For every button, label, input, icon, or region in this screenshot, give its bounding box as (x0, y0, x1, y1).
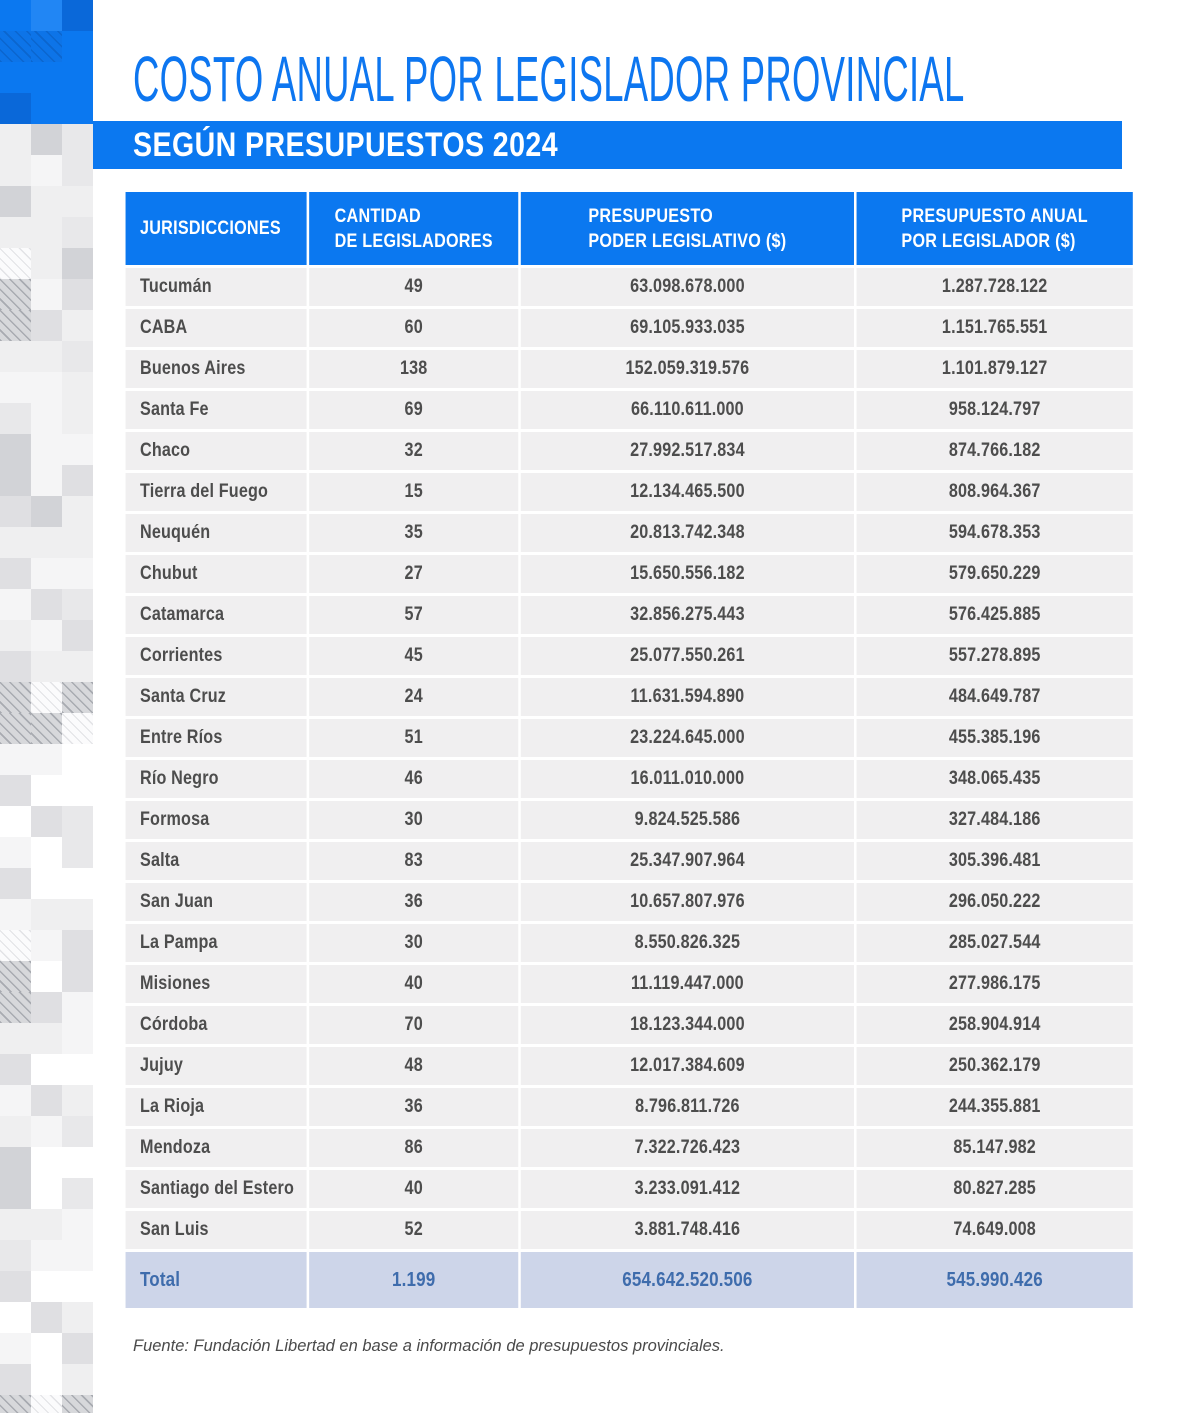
mosaic-tile (0, 1240, 31, 1271)
mosaic-tile (31, 1147, 62, 1178)
value-cell: 8.796.811.726 (521, 1088, 854, 1126)
jurisdiction-cell: CABA (126, 309, 307, 347)
subtitle-bar (93, 121, 1122, 169)
column-header (857, 192, 1133, 265)
mosaic-tile (31, 217, 62, 248)
mosaic-tile (62, 124, 93, 155)
mosaic-tile (62, 310, 93, 341)
table-row (126, 268, 1133, 306)
value-cell: 11.631.594.890 (521, 678, 854, 716)
mosaic-tile (0, 1054, 31, 1085)
value-cell: 63.098.678.000 (521, 268, 854, 306)
jurisdiction-cell: Entre Ríos (126, 719, 307, 757)
jurisdiction-cell: La Pampa (126, 924, 307, 962)
value-cell: 40 (309, 965, 518, 1003)
value-cell: 1.199 (309, 1252, 518, 1308)
mosaic-tile (0, 682, 31, 713)
mosaic-tile (0, 0, 31, 31)
mosaic-tile (62, 434, 93, 465)
table-row (126, 391, 1133, 429)
jurisdiction-cell: Total (126, 1252, 307, 1308)
mosaic-tile (31, 1085, 62, 1116)
mosaic-tile (62, 930, 93, 961)
table-row (126, 309, 1133, 347)
mosaic-tile (31, 1271, 62, 1302)
mosaic-tile (62, 837, 93, 868)
mosaic-tile (31, 1178, 62, 1209)
mosaic-tile (31, 527, 62, 558)
jurisdiction-cell: Santa Cruz (126, 678, 307, 716)
value-cell: 85.147.982 (857, 1129, 1133, 1167)
budget-table-wrap (123, 189, 1135, 1311)
mosaic-tile (0, 1147, 31, 1178)
value-cell: 250.362.179 (857, 1047, 1133, 1085)
value-cell: 244.355.881 (857, 1088, 1133, 1126)
mosaic-tile (62, 682, 93, 713)
value-cell: 30 (309, 924, 518, 962)
table-row (126, 1047, 1133, 1085)
value-cell: 36 (309, 1088, 518, 1126)
table-row (126, 473, 1133, 511)
mosaic-tile (31, 1054, 62, 1085)
value-cell: 52 (309, 1211, 518, 1249)
jurisdiction-cell: Jujuy (126, 1047, 307, 1085)
mosaic-tile (0, 465, 31, 496)
jurisdiction-cell: Santiago del Estero (126, 1170, 307, 1208)
budget-table (123, 189, 1135, 1311)
jurisdiction-cell: Córdoba (126, 1006, 307, 1044)
table-row (126, 801, 1133, 839)
mosaic-tile (31, 1240, 62, 1271)
table-row (126, 760, 1133, 798)
mosaic-tile (0, 1271, 31, 1302)
mosaic-tile (0, 341, 31, 372)
value-cell: 86 (309, 1129, 518, 1167)
table-row (126, 719, 1133, 757)
table-row (126, 514, 1133, 552)
mosaic-tile (31, 992, 62, 1023)
mosaic-tile (62, 1178, 93, 1209)
value-cell: 455.385.196 (857, 719, 1133, 757)
column-header (521, 192, 854, 265)
table-row (126, 842, 1133, 880)
value-cell: 594.678.353 (857, 514, 1133, 552)
mosaic-tile (62, 1116, 93, 1147)
mosaic-tile (62, 217, 93, 248)
mosaic-tile (62, 31, 93, 62)
table-row (126, 1170, 1133, 1208)
mosaic-tile (31, 713, 62, 744)
value-cell: 49 (309, 268, 518, 306)
value-cell: 1.287.728.122 (857, 268, 1133, 306)
value-cell: 20.813.742.348 (521, 514, 854, 552)
value-cell: 258.904.914 (857, 1006, 1133, 1044)
mosaic-tile (31, 837, 62, 868)
value-cell: 57 (309, 596, 518, 634)
jurisdiction-cell: Misiones (126, 965, 307, 1003)
value-cell: 1.151.765.551 (857, 309, 1133, 347)
mosaic-tile (0, 93, 31, 124)
table-row (126, 596, 1133, 634)
mosaic-tile (31, 1364, 62, 1395)
mosaic-tile (0, 651, 31, 682)
mosaic-tile (62, 155, 93, 186)
header-row (126, 192, 1133, 265)
table-row (126, 1006, 1133, 1044)
mosaic-tile (31, 899, 62, 930)
mosaic-tile (0, 1178, 31, 1209)
value-cell: 152.059.319.576 (521, 350, 854, 388)
jurisdiction-cell: Corrientes (126, 637, 307, 675)
value-cell: 23.224.645.000 (521, 719, 854, 757)
column-header-text: CANTIDAD DE LEGISLADORES (334, 205, 493, 252)
value-cell: 83 (309, 842, 518, 880)
mosaic-tile (62, 775, 93, 806)
jurisdiction-cell: Santa Fe (126, 391, 307, 429)
value-cell: 15.650.556.182 (521, 555, 854, 593)
jurisdiction-cell: Catamarca (126, 596, 307, 634)
mosaic-tile (31, 310, 62, 341)
value-cell: 12.017.384.609 (521, 1047, 854, 1085)
mosaic-tile (0, 1302, 31, 1333)
mosaic-tile (0, 806, 31, 837)
mosaic-tile (62, 93, 93, 124)
column-header-text: JURISDICCIONES (140, 218, 281, 239)
mosaic-tile (0, 1395, 31, 1413)
value-cell: 3.881.748.416 (521, 1211, 854, 1249)
jurisdiction-cell: Chubut (126, 555, 307, 593)
value-cell: 8.550.826.325 (521, 924, 854, 962)
subtitle-text: SEGÚN PRESUPUESTOS 2024 (133, 125, 559, 164)
value-cell: 579.650.229 (857, 555, 1133, 593)
page-title (133, 43, 1122, 115)
value-cell: 958.124.797 (857, 391, 1133, 429)
table-row (126, 1129, 1133, 1167)
mosaic-tile (62, 403, 93, 434)
mosaic-tile (0, 1364, 31, 1395)
mosaic-tile (0, 1085, 31, 1116)
mosaic-tile (0, 496, 31, 527)
value-cell: 12.134.465.500 (521, 473, 854, 511)
value-cell: 15 (309, 473, 518, 511)
value-cell: 327.484.186 (857, 801, 1133, 839)
mosaic-tile (62, 651, 93, 682)
mosaic-tile (0, 279, 31, 310)
mosaic-tile (62, 248, 93, 279)
value-cell: 24 (309, 678, 518, 716)
mosaic-tile (62, 1240, 93, 1271)
table-row (126, 883, 1133, 921)
mosaic-tile (0, 775, 31, 806)
mosaic-tile (31, 961, 62, 992)
value-cell: 576.425.885 (857, 596, 1133, 634)
mosaic-tile (31, 1302, 62, 1333)
mosaic-tile (0, 124, 31, 155)
value-cell: 80.827.285 (857, 1170, 1133, 1208)
mosaic-tile (62, 806, 93, 837)
column-header (126, 192, 307, 265)
mosaic-tile (0, 899, 31, 930)
source-note: Fuente: Fundación Libertad en base a información de presupuestos provinciales. (133, 1337, 725, 1355)
mosaic-tile (0, 620, 31, 651)
column-header-text: PRESUPUESTO PODER LEGISLATIVO ($) (588, 205, 787, 252)
infographic-content (93, 0, 1122, 1356)
mosaic-tile (62, 341, 93, 372)
value-cell: 3.233.091.412 (521, 1170, 854, 1208)
mosaic-tile (0, 1023, 31, 1054)
value-cell: 46 (309, 760, 518, 798)
table-row (126, 1088, 1133, 1126)
table-row (126, 1211, 1133, 1249)
mosaic-tile (62, 62, 93, 93)
mosaic-tile (0, 403, 31, 434)
mosaic-tile (62, 1271, 93, 1302)
mosaic-tile (31, 434, 62, 465)
mosaic-tile (31, 124, 62, 155)
value-cell: 74.649.008 (857, 1211, 1133, 1249)
mosaic-tile (0, 434, 31, 465)
value-cell: 557.278.895 (857, 637, 1133, 675)
mosaic-tile (62, 1054, 93, 1085)
mosaic-tile (0, 310, 31, 341)
jurisdiction-cell: Río Negro (126, 760, 307, 798)
value-cell: 545.990.426 (857, 1252, 1133, 1308)
mosaic-tile (0, 744, 31, 775)
mosaic-tile (62, 496, 93, 527)
mosaic-tile (31, 620, 62, 651)
mosaic-tile (0, 62, 31, 93)
mosaic-tile (62, 186, 93, 217)
value-cell: 45 (309, 637, 518, 675)
value-cell: 66.110.611.000 (521, 391, 854, 429)
table-row (126, 350, 1133, 388)
jurisdiction-cell: San Juan (126, 883, 307, 921)
mosaic-tile (31, 341, 62, 372)
value-cell: 1.101.879.127 (857, 350, 1133, 388)
mosaic-tile (31, 589, 62, 620)
mosaic-tile (62, 744, 93, 775)
mosaic-tile (31, 186, 62, 217)
jurisdiction-cell: Tierra del Fuego (126, 473, 307, 511)
mosaic-tile (31, 155, 62, 186)
value-cell: 305.396.481 (857, 842, 1133, 880)
mosaic-tile (62, 620, 93, 651)
mosaic-tile (62, 1302, 93, 1333)
mosaic-tile (0, 961, 31, 992)
jurisdiction-cell: Tucumán (126, 268, 307, 306)
mosaic-tile (0, 558, 31, 589)
mosaic-tile (31, 930, 62, 961)
mosaic-tile (62, 899, 93, 930)
jurisdiction-cell: La Rioja (126, 1088, 307, 1126)
value-cell: 9.824.525.586 (521, 801, 854, 839)
mosaic-tile (62, 589, 93, 620)
column-header (309, 192, 518, 265)
mosaic-tile (31, 465, 62, 496)
table-row (126, 432, 1133, 470)
mosaic-tile (31, 868, 62, 899)
mosaic-tile (62, 961, 93, 992)
mosaic-tile (0, 1116, 31, 1147)
jurisdiction-cell: Neuquén (126, 514, 307, 552)
value-cell: 48 (309, 1047, 518, 1085)
value-cell: 25.347.907.964 (521, 842, 854, 880)
mosaic-tile (62, 992, 93, 1023)
table-body (126, 268, 1133, 1308)
mosaic-tile (31, 1209, 62, 1240)
mosaic-tile (0, 217, 31, 248)
mosaic-tile (62, 1364, 93, 1395)
mosaic-tile (0, 1333, 31, 1364)
mosaic-tile (31, 62, 62, 93)
value-cell: 36 (309, 883, 518, 921)
mosaic-tile (31, 372, 62, 403)
mosaic-tile (62, 527, 93, 558)
table-row (126, 678, 1133, 716)
decorative-mosaic (0, 0, 93, 1413)
jurisdiction-cell: San Luis (126, 1211, 307, 1249)
mosaic-tile (31, 651, 62, 682)
mosaic-tile (31, 1395, 62, 1413)
mosaic-tile (62, 1395, 93, 1413)
mosaic-tile (62, 1209, 93, 1240)
mosaic-tile (31, 558, 62, 589)
mosaic-tile (0, 248, 31, 279)
value-cell: 285.027.544 (857, 924, 1133, 962)
value-cell: 32 (309, 432, 518, 470)
mosaic-tile (31, 31, 62, 62)
mosaic-tile (0, 992, 31, 1023)
value-cell: 874.766.182 (857, 432, 1133, 470)
value-cell: 30 (309, 801, 518, 839)
value-cell: 32.856.275.443 (521, 596, 854, 634)
value-cell: 654.642.520.506 (521, 1252, 854, 1308)
mosaic-tile (31, 279, 62, 310)
mosaic-tile (62, 0, 93, 31)
mosaic-tile (0, 713, 31, 744)
mosaic-tile (0, 186, 31, 217)
mosaic-tile (0, 837, 31, 868)
jurisdiction-cell: Buenos Aires (126, 350, 307, 388)
value-cell: 25.077.550.261 (521, 637, 854, 675)
mosaic-tile (62, 868, 93, 899)
value-cell: 7.322.726.423 (521, 1129, 854, 1167)
mosaic-tile (0, 527, 31, 558)
table-row (126, 924, 1133, 962)
mosaic-tile (31, 1023, 62, 1054)
mosaic-tile (0, 868, 31, 899)
mosaic-tile (62, 372, 93, 403)
mosaic-tile (62, 465, 93, 496)
mosaic-tile (31, 744, 62, 775)
value-cell: 348.065.435 (857, 760, 1133, 798)
table-row (126, 965, 1133, 1003)
value-cell: 40 (309, 1170, 518, 1208)
mosaic-tile (31, 1116, 62, 1147)
page-title-text: COSTO ANUAL POR LEGISLADOR PROVINCIAL (133, 43, 965, 115)
mosaic-tile (31, 248, 62, 279)
value-cell: 35 (309, 514, 518, 552)
mosaic-tile (31, 682, 62, 713)
jurisdiction-cell: Salta (126, 842, 307, 880)
mosaic-tile (0, 155, 31, 186)
table-row (126, 637, 1133, 675)
value-cell: 10.657.807.976 (521, 883, 854, 921)
value-cell: 69.105.933.035 (521, 309, 854, 347)
value-cell: 16.011.010.000 (521, 760, 854, 798)
value-cell: 277.986.175 (857, 965, 1133, 1003)
mosaic-tile (0, 589, 31, 620)
mosaic-tile (0, 31, 31, 62)
mosaic-tile (31, 0, 62, 31)
mosaic-tile (31, 403, 62, 434)
mosaic-tile (62, 558, 93, 589)
mosaic-tile (62, 713, 93, 744)
value-cell: 27 (309, 555, 518, 593)
mosaic-tile (62, 279, 93, 310)
value-cell: 11.119.447.000 (521, 965, 854, 1003)
mosaic-tile (0, 930, 31, 961)
mosaic-tile (31, 1333, 62, 1364)
jurisdiction-cell: Formosa (126, 801, 307, 839)
mosaic-tile (31, 775, 62, 806)
value-cell: 484.649.787 (857, 678, 1133, 716)
mosaic-tile (31, 93, 62, 124)
jurisdiction-cell: Chaco (126, 432, 307, 470)
mosaic-tile (31, 806, 62, 837)
mosaic-tile (62, 1147, 93, 1178)
table-header (126, 192, 1133, 265)
column-header-text: PRESUPUESTO ANUAL POR LEGISLADOR ($) (901, 205, 1088, 252)
mosaic-tile (62, 1023, 93, 1054)
value-cell: 138 (309, 350, 518, 388)
value-cell: 296.050.222 (857, 883, 1133, 921)
value-cell: 69 (309, 391, 518, 429)
mosaic-tile (62, 1333, 93, 1364)
mosaic-tile (31, 496, 62, 527)
mosaic-tile (0, 372, 31, 403)
value-cell: 18.123.344.000 (521, 1006, 854, 1044)
value-cell: 27.992.517.834 (521, 432, 854, 470)
value-cell: 808.964.367 (857, 473, 1133, 511)
value-cell: 60 (309, 309, 518, 347)
table-row (126, 555, 1133, 593)
total-row (126, 1252, 1133, 1308)
mosaic-tile (62, 1085, 93, 1116)
value-cell: 51 (309, 719, 518, 757)
value-cell: 70 (309, 1006, 518, 1044)
mosaic-tile (0, 1209, 31, 1240)
jurisdiction-cell: Mendoza (126, 1129, 307, 1167)
